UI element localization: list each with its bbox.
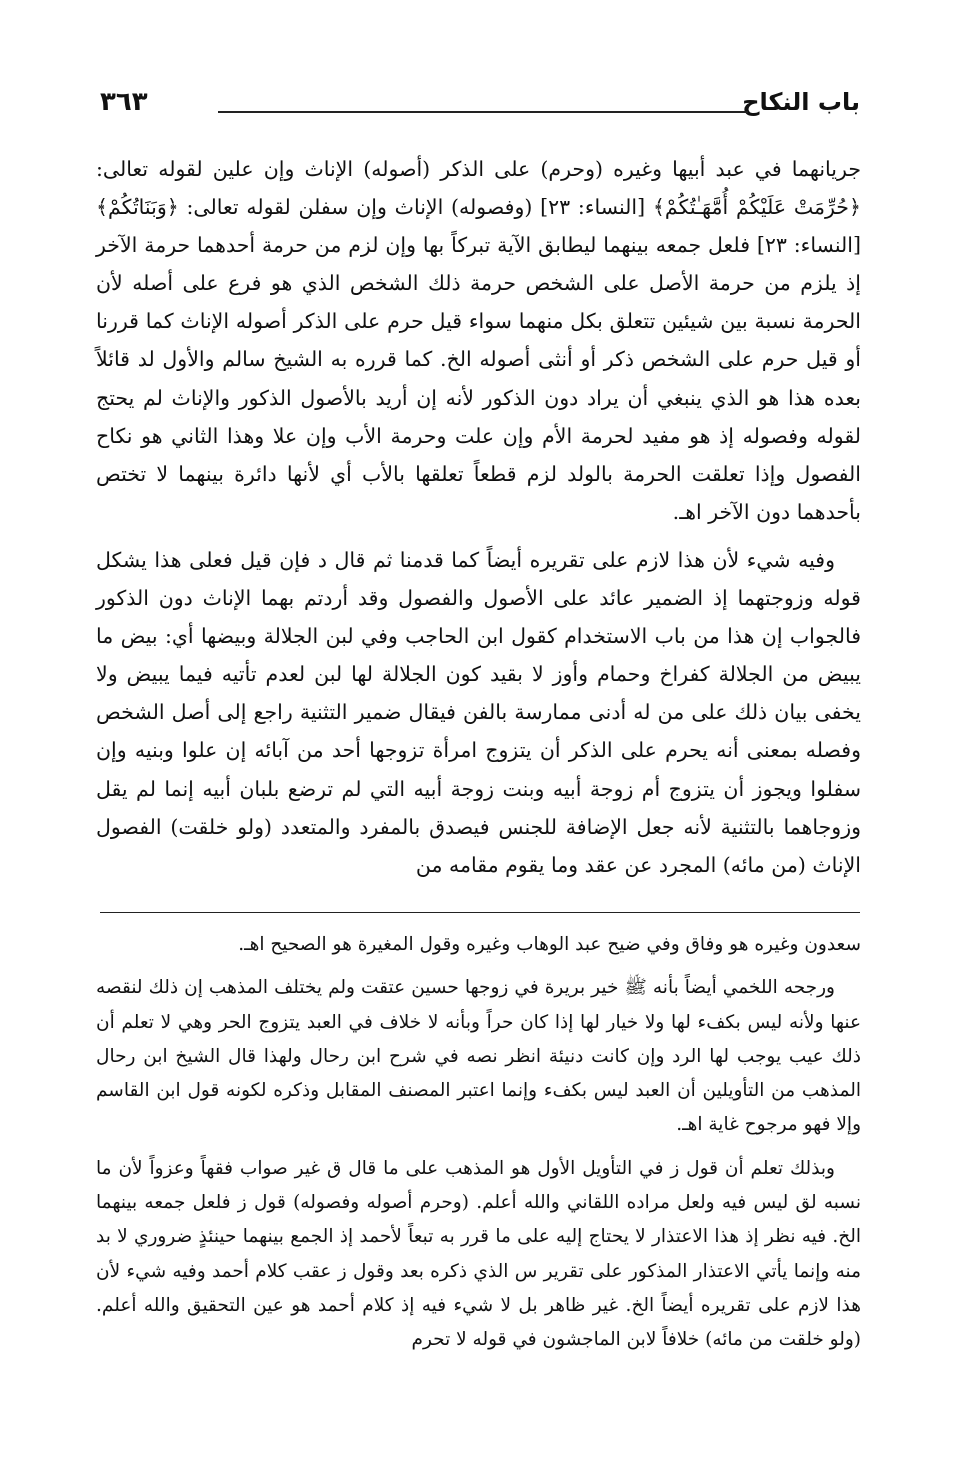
- header-rule: [218, 111, 748, 113]
- footnote-divider: [100, 912, 860, 913]
- footnotes: [96, 928, 861, 1358]
- chapter-title: باب النكاح: [742, 88, 860, 116]
- main-paragraph-1: جريانهما في عبد أبيها وغيره (وحرم) على الذكر (أصوله) الإناث وإن علين لقوله تعالى: ﴿حُرِّمَتْ عَلَيْكُمْ أُمَّهَـٰتُكُمْ﴾ [النساء: ٢٣] (وفصوله) الإناث وإن سفلن لقوله تعالى: ﴿وَبَنَاتُكُمْ﴾ [النساء: ٢٣] فلعل جمعه بينهما ليطابق الآية تبركاً بها وإن لزم من حرمة أحدهما حرمة الآخر إذ يلزم من حرمة الأصل على الشخص حرمة ذلك الشخص الذي هو فرع على أصله لأن الحرمة نسبة بين شيئين تتعلق بكل منهما سواء قيل حرم على الذكر أصوله الإناث كما قررنا أو قيل حرم على الشخص ذكر أو أنثى أصوله الخ. كما قرره به الشيخ سالم والأول لد قائلاً بعده هذا هو الذي ينبغي أن يراد دون الذكور لأنه إن أريد بالأصول الذكور والإناث لم يحتج لقوله وفصوله إذ هو مفيد لحرمة الأم وإن علت وحرمة الأب وإن علا وهذا الثاني هو نكاح الفصول وإذا تعلقت الحرمة بالولد لزم قطعاً تعلقها بالأب أي لأنها دائرة بينهما لا تختص بأحدهما دون الآخر اهـ.: [96, 157, 861, 524]
- main-paragraph-2: وفيه شيء لأن هذا لازم على تقريره أيضاً كما قدمنا ثم قال د فإن قيل فعلى هذا يشكل قوله وزوجتهما إذ الضمير عائد على الأصول والفصول وقد أردتم بهما الإناث دون الذكور فالجواب إن هذا من باب الاستخدام كقول ابن الحاجب وفي لبن الجلالة وبيضها أي: بيض ما يبيض من الجلالة كفراخ وحمام وأوز لا بقيد كون الجلالة لها لبن لعدم تأتيه فيما يبيض ولا يخفى بيان ذلك على من له أدنى ممارسة بالفن فيقال ضمير التثنية راجع إلى أصل الشخص وفصله بمعنى أنه يحرم على الذكر أن يتزوج امرأة تزوجها أحد من آبائه إن علوا وبنيه وإن سفلوا ويجوز أن يتزوج أم زوجة أبيه وبنت زوجة أبيه التي لم ترضع بلبان أبيه إنما لم يقل وزوجاهما بالتثنية لأنه جعل الإضافة للجنس فيصدق بالمفرد والمتعدد (ولو خلقت) الفصول الإناث (من مائه) المجرد عن عقد وما يقوم مقامه من: [96, 547, 861, 877]
- footnote-paragraph-2: ورجحه اللخمي أيضاً بأنه ﷺ خير بريرة في زوجها حسين عتقت ولم يختلف المذهب إن ذلك لنقصه عنها ولأنه ليس بكفء لها ولا خيار لها إذا كان حراً وبأنه لا خلاف في العبد يتزوج الحر وهي لا تعلم أن ذلك عيب يوجب لها الرد وإن كانت دنيئة انظر نصه في شرح ابن رحال ولهذا قال الشيخ ابن رحال المذهب من التأويلين أن العبد ليس بكفء وإنما اعتبر المصنف المقابل وذكره لكونه قول ابن القاسم وإلا فهو مرجوح غاية اهـ.: [96, 977, 861, 1136]
- footnote-paragraph-3: وبذلك تعلم أن قول ز في التأويل الأول هو المذهب على ما قال ق غير صواب فقهاً وعزواً لأن ما نسبه لق ليس فيه ولعل مراده اللقاني والله أعلم. (وحرم أصوله وفصوله) قول ز فلعل جمعه بينهما الخ. فيه نظر إذ هذا الاعتذار لا يحتاج إليه على ما قرر به تبعاً لأحمد إذ الجمع بينهما حينئذٍ ضروري لا بد منه وإنما يأتي الاعتذار المذكور على تقرير س الذي ذكره بعد وقول ز عقب كلام أحمد وفيه شيء لأن هذا لازم على تقريره أيضاً الخ. غير ظاهر بل لا شيء فيه إذ كلام أحمد هو عين التحقيق والله أعلم. (ولو خلقت من مائه) خلافاً لابن الماجشون في قوله لا تحرم: [96, 1157, 861, 1351]
- footnote-paragraph-1: سعدون وغيره هو وفاق وفي ضيح عبد الوهاب وغيره وقول المغيرة هو الصحيح اهـ.: [238, 934, 861, 955]
- running-header: [100, 85, 860, 119]
- page-number: ٣٦٣: [100, 87, 148, 117]
- main-text: [96, 150, 861, 884]
